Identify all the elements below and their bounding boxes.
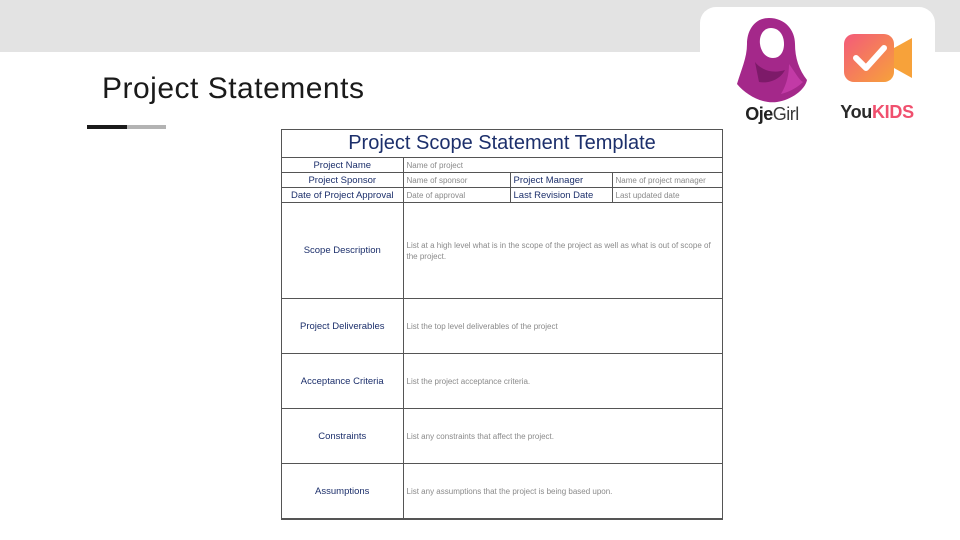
template-table <box>282 158 722 519</box>
label-project-manager: Project Manager <box>510 173 612 188</box>
row-project-name <box>282 158 722 173</box>
value-scope-description: List at a high level what is in the scope of the project as well as what is out of scope of the project. <box>403 203 722 299</box>
value-project-sponsor: Name of sponsor <box>403 173 510 188</box>
label-acceptance: Acceptance Criteria <box>282 354 403 409</box>
youkids-wordmark <box>832 102 922 123</box>
label-last-revision: Last Revision Date <box>510 188 612 203</box>
label-date-of-approval: Date of Project Approval <box>282 188 403 203</box>
youkids-logo <box>832 30 922 126</box>
row-deliverables <box>282 299 722 354</box>
title-accent-light <box>127 125 166 129</box>
title-accent-dark <box>87 125 127 129</box>
slide-title: Project Statements <box>102 72 365 105</box>
value-last-revision: Last updated date <box>612 188 722 203</box>
label-assumptions: Assumptions <box>282 464 403 519</box>
row-assumptions <box>282 464 722 519</box>
template-title: Project Scope Statement Template <box>282 130 722 158</box>
value-acceptance: List the project acceptance criteria. <box>403 354 722 409</box>
row-project-sponsor <box>282 173 722 188</box>
value-date-of-approval: Date of approval <box>403 188 510 203</box>
value-project-name: Name of project <box>403 158 722 173</box>
row-dates <box>282 188 722 203</box>
label-deliverables: Project Deliverables <box>282 299 403 354</box>
ojegirl-wordmark <box>733 104 811 125</box>
value-constraints: List any constraints that affect the project. <box>403 409 722 464</box>
ojegirl-wordmark-oje: Oje <box>745 104 773 124</box>
youkids-wordmark-kids: KIDS <box>871 102 914 122</box>
youkids-wordmark-you: You <box>840 102 872 122</box>
label-project-sponsor: Project Sponsor <box>282 173 403 188</box>
row-constraints <box>282 409 722 464</box>
hijab-girl-icon <box>733 14 811 106</box>
label-project-name: Project Name <box>282 158 403 173</box>
value-project-manager: Name of project manager <box>612 173 722 188</box>
video-check-icon <box>832 30 922 90</box>
ojegirl-wordmark-girl: Girl <box>772 104 799 124</box>
row-acceptance <box>282 354 722 409</box>
ojegirl-logo <box>733 14 811 126</box>
value-assumptions: List any assumptions that the project is being based upon. <box>403 464 722 519</box>
scope-statement-template <box>281 129 723 520</box>
row-scope-description <box>282 203 722 299</box>
label-constraints: Constraints <box>282 409 403 464</box>
value-deliverables: List the top level deliverables of the project <box>403 299 722 354</box>
label-scope-description: Scope Description <box>282 203 403 299</box>
